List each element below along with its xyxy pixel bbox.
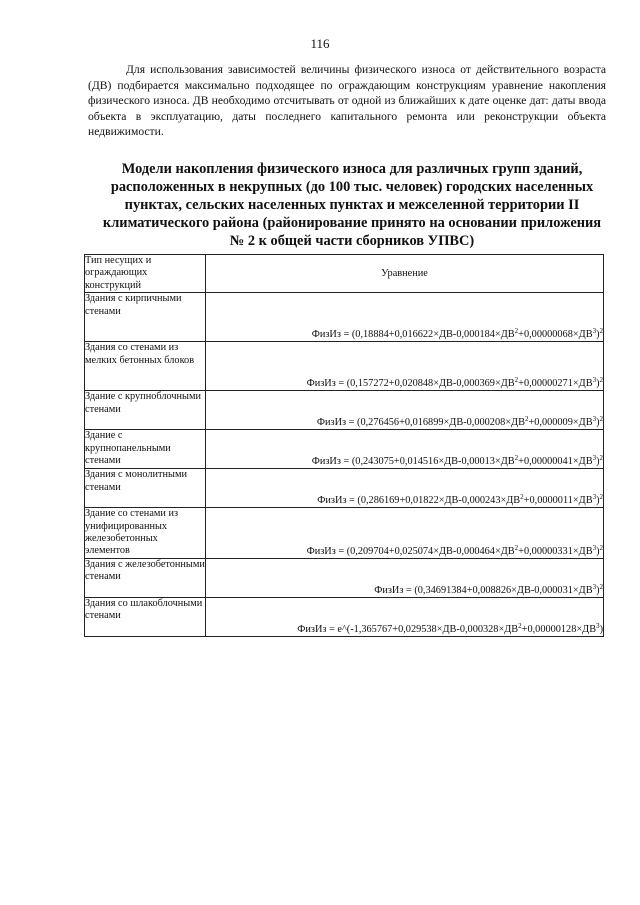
table-row [85, 391, 604, 430]
row-type-large-panels: Здание с крупнопанельными стенами [85, 430, 206, 469]
page-number: 116 [310, 36, 330, 51]
equation-large-panels: ФизИз = $(0,243075+0,014516\times ДВ-0,00013\times ДВ^2+0,00000041\times ДВ^3)^2$ [206, 430, 604, 469]
equation-slag-blocks: ФизИз = $e\^{}(-1,365767+0,029538\times ДВ-0,000328\times ДВ^2+0,00000128\times ДВ^3)$ [206, 597, 604, 636]
row-type-large-blocks: Здание с крупноблочными стенами [85, 391, 206, 430]
equation-rc-walls: ФизИз = $(0,34691384+0,008826\times ДВ-0,000031\times ДВ^3)^2$ [206, 558, 604, 597]
table-row [85, 430, 604, 469]
header-equation: Уравнение [206, 255, 604, 293]
row-type-rc-walls: Здания с железобетонными стенами [85, 558, 206, 597]
row-type-slag-blocks: Здания со шлакоблочными стенами [85, 597, 206, 636]
equation-brick: ФизИз = $(0,18884+0,016622\times ДВ-0,000184\times ДВ^2+0,00000068\times ДВ^3)^2$ [206, 293, 604, 342]
physical-wear-equations-table [84, 254, 604, 637]
table-row [85, 597, 604, 636]
table-row [85, 293, 604, 342]
row-type-brick: Здания с кирпичными стенами [85, 293, 206, 342]
table-row [85, 469, 604, 508]
table-row [85, 558, 604, 597]
table-row [85, 508, 604, 559]
equation-monolithic: ФизИз = $(0,286169+0,01822\times ДВ-0,000243\times ДВ^2+0,0000011\times ДВ^3)^2$ [206, 469, 604, 508]
row-type-monolithic: Здания с монолитными стенами [85, 469, 206, 508]
row-type-unified-rc: Здание со стенами из унифицированных железобетонных элементов [85, 508, 206, 559]
equation-large-blocks: ФизИз = $(0,276456+0,016899\times ДВ-0,000208\times ДВ^2+0,000009\times ДВ^3)^2$ [206, 391, 604, 430]
section-heading: Модели накопления физического износа для различных групп зданий, расположенных в некрупных (до 100 тыс. человек) городских населенных пунктах, сельских населенных пунктах и межселенной территории II климатического района (районирование принято на основании приложения № 2 к общей части сборников УПВС) [102, 161, 602, 249]
row-type-small-blocks: Здания со стенами из мелких бетонных блоков [85, 342, 206, 391]
equation-small-blocks: ФизИз = $(0,157272+0,020848\times ДВ-0,000369\times ДВ^2+0,00000271\times ДВ^3)^2$ [206, 342, 604, 391]
intro-paragraph: Для использования зависимостей величины физического износа от действительного возраста (ДВ) подбирается максимально подходящее по ограждающим конструкциям уравнение накопления физического износа. ДВ необходимо отсчитывать от одной из ближайших к дате оценке дат: даты ввода объекта в эксплуатацию, даты последнего капитального ремонта или реконструкции объекта недвижимости. [88, 63, 606, 139]
equation-unified-rc: ФизИз = $(0,209704+0,025074\times ДВ-0,000464\times ДВ^2+0,00000331\times ДВ^3)^2$ [206, 508, 604, 559]
table-row [85, 342, 604, 391]
table-header-row [85, 255, 604, 293]
header-type: Тип несущих и ограждающих конструкций [85, 255, 206, 293]
